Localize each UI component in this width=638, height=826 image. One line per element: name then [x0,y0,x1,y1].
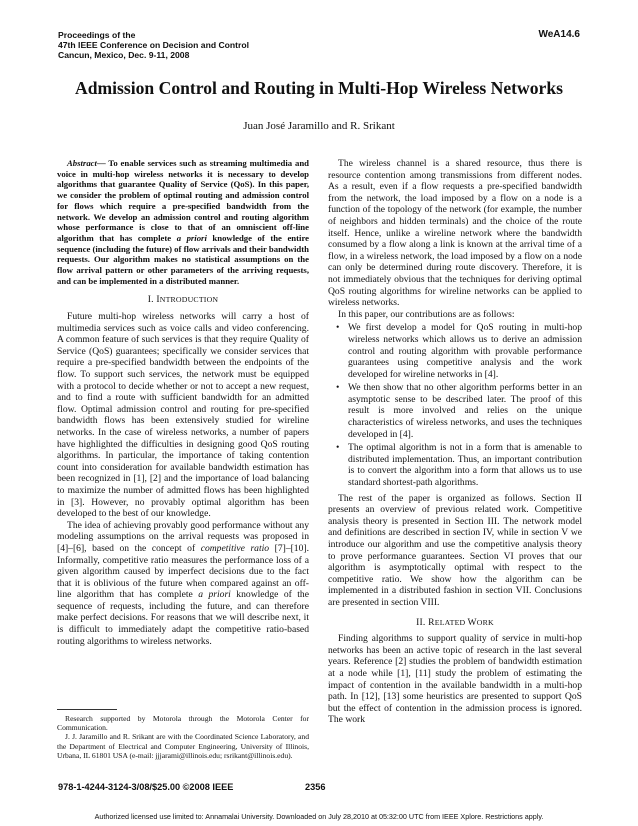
right-paragraph-3: The rest of the paper is organized as follows. Section II presents an overview of previous related work. Competitive analysis theory is presented in Section III. The network model and definitions are described in section IV, while in section V we introduce our algorithm and use the competitive analysis theory to prove performance guarantees. Section VI proves that our algorithm is asymptotically optimal with respect to the competitive ratio. We show how the algorithm can be implemented in a distributed fashion in section VII. Conclusions are presented in section VIII. [328,492,582,608]
abstract: Abstract— To enable services such as streaming multimedia and voice in multi-hop wireless networks it is necessary to develop algorithms that guarantee Quality of Service (QoS). In this paper, we consider the problem of optimal routing and admission control for flows which require a pre-specified bandwidth from the network. We develop an admission control and routing algorithm whose performance is close to that of an omniscient off-line algorithm that has complete a priori knowledge of the entire sequence (including the future) of flow arrivals and their bandwidth requests. Our algorithm makes no statistical assumptions on the flow arrival pattern or other parameters of the arriving requests, and can be implemented in a distributed manner. [57,158,310,286]
paper-title: Admission Control and Routing in Multi-Hop Wireless Networks [75,78,563,98]
section-heading-related-work: II. RELATED WORK [416,616,494,628]
intro-paragraph-2: The idea of achieving provably good performance without any modeling assumptions on the arrival requests was proposed in [4]–[6], based on the concept of competitive ratio [7]–[10]. Informally, competitive ratio measures the performance loss of a given algorithm caused by imperfect decisions due to the fact that it is oblivious of the future when compared against an off-line algorithm that has complete a priori knowledge of the sequence of requests, including the future, and can therefore make perfect decisions. For reasons that we will describe next, it is difficult to immediately adapt the competitive ratio-based routing algorithms to wireless networks. [57,519,309,647]
page-number: 2356 [305,782,326,792]
section-heading-introduction: I. INTRODUCTION [147,294,219,306]
contributions-list [328,322,582,488]
header-line-2: 47th IEEE Conference on Decision and Control [58,40,250,51]
footnote-funding: Research supported by Motorola through the Motorola Center for Communication. [57,714,309,733]
right-column [328,158,582,726]
related-paragraph-1: Finding algorithms to support quality of service in multi-hop networks has been an active topic of research in the last several years. Reference [2] studies the problem of bandwidth estimation at a node while [1], [11] study the problem of estimating the impact of contention in the available bandwidth in a multi-hop path. In [12], [13] some heuristics are presented to support QoS but the effect of contention in the admission process is ignored. The work [328,633,582,726]
intro-paragraph-1: Future multi-hop wireless networks will carry a host of multimedia services such as voice calls and video conferencing. A common feature of such services is that they require Quality of Service (QoS) guarantees; specifically we consider services that require a pre-specified bandwidth between the endpoints of the flow. To support such services, the network must be equipped with a protocol to decide whether or not to accept a new request, and to find a route with sufficient bandwidth for an admitted flow. Optimal admission control and routing for pre-specified bandwidth flows has been extensively studied for wireline networks. In the case of wireless networks, a number of papers have highlighted the difficulties in designing good QoS routing algorithms. In particular, the importance of taking contention count into consideration for available bandwidth estimation has been recognized in [1], [2] and the importance of load balancing to maximize the number of admitted flows has been highlighted in [3]. However, no provably optimal algorithm has been developed to the best of our knowledge. [57,311,309,520]
license-notice: Authorized licensed use limited to: Annamalai University. Downloaded on July 28,2010 at 05:32:00 UTC from IEEE Xplore. Restrictions apply. [94,812,544,821]
paper-authors: Juan José Jaramillo and R. Srikant [243,120,395,132]
right-paragraph-2: In this paper, our contributions are as follows: [338,308,515,320]
footnote-affiliation: J. J. Jaramillo and R. Srikant are with the Coordinated Science Laboratory, and the Department of Electrical and Computer Engineering, University of Illinois, Urbana, IL 61801 USA (e-mail: jjjarami@illinois.edu; rsrikant@illinois.edu). [57,732,309,760]
abstract-label: Abstract [67,158,97,168]
header-line-3: Cancun, Mexico, Dec. 9-11, 2008 [58,50,190,61]
session-code: WeA14.6 [538,29,580,40]
conference-header [58,30,249,61]
isbn-line: 978-1-4244-3124-3/08/$25.00 ©2008 IEEE [58,782,234,792]
footnote-rule [57,709,117,710]
left-column [57,158,309,647]
right-paragraph-1: The wireless channel is a shared resource, thus there is resource contention among transmissions from different nodes. As a result, even if a flow requests a pre-specified bandwidth from the network, the load imposed by a flow on a node is a function of the topology of the network (for example, the number of neighbors and hidden terminals) and the choice of the route itself. Hence, unlike a wireline network where the bandwidth consumed by a flow along a link is known at the arrival time of a flow, in a wireless network, the load imposed by a flow on a node can only be determined during route discovery. Therefore, it is not immediately obvious that the techniques for deriving optimal QoS routing algorithms for wireline networks can be applied to wireless networks. [328,158,582,309]
list-item: • We first develop a model for QoS routing in multi-hop wireless networks which allows us to derive an admission control and routing algorithm with provable performance guarantees using competitive analysis and the work developed for wireline networks in [4]. [348,322,582,380]
list-item: • We then show that no other algorithm performs better in an asymptotic sense to be described later. The proof of this result is more involved and relies on the unique characteristics of wireless networks, and uses the techniques developed in [4]. [348,382,582,440]
list-item: • The optimal algorithm is not in a form that is amenable to distributed implementation. Thus, an important contribution is to convert the algorithm into a form that allows us to use standard shortest-path algorithms. [348,442,582,488]
footnotes [57,714,309,760]
header-line-1: Proceedings of the [58,30,136,40]
